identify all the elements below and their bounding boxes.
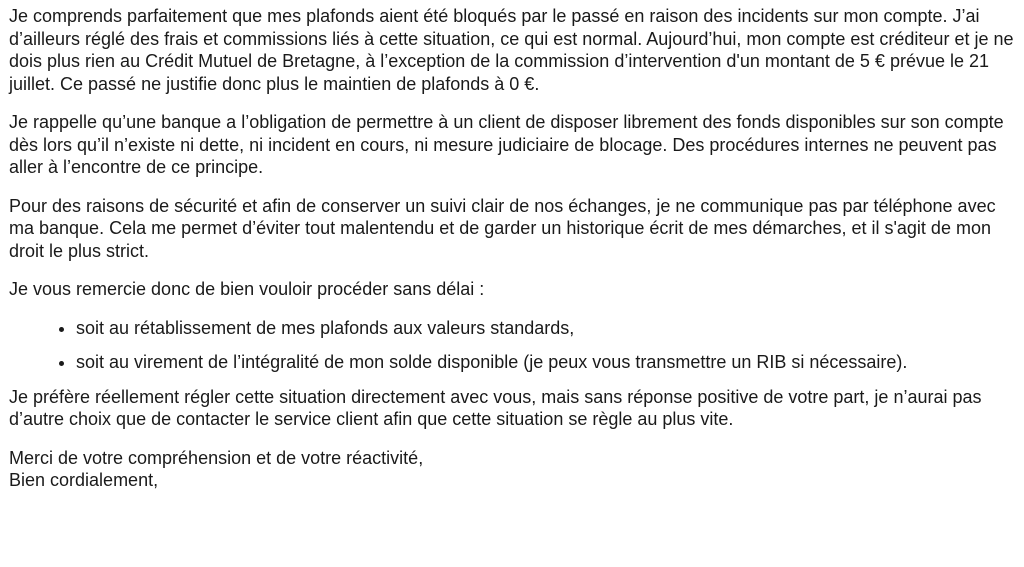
letter-body: [9, 5, 1015, 508]
paragraph-final: Je préfère réellement régler cette situation directement avec vous, mais sans réponse positive de votre part, je n’aurai pas d’autre choix que de contacter le service client afin que cette situation se règle au plus vite.: [9, 386, 982, 429]
paragraph-incidents: Je comprends parfaitement que mes plafonds aient été bloqués par le passé en raison des incidents sur mon compte. J’ai d’ailleurs réglé des frais et commissions liés à cette situation, ce qui est normal. Aujourd’hui, mon compte est créditeur et je ne dois plus rien au Crédit Mutuel de Bretagne, à l’exception de la commission d’intervention d'un montant de 5 € prévue le 21 juillet. Ce passé ne justifie donc plus le maintien de plafonds à 0 €.: [9, 6, 1014, 94]
list-item-restore-limits: • soit au rétablissement de mes plafonds aux valeurs standards,: [76, 317, 1015, 340]
paragraph-no-phone: Pour des raisons de sécurité et afin de conserver un suivi clair de nos échanges, je ne communique pas par téléphone avec ma banque. Cela me permet d’éviter tout malentendu et de garder un historique écrit de mes démarches, et il s'agit de mon droit le plus strict.: [9, 195, 996, 261]
closing: [9, 447, 1015, 492]
closing-regards: Bien cordialement,: [9, 470, 159, 490]
paragraph-bank-obligation: Je rappelle qu’une banque a l’obligation de permettre à un client de disposer librement des fonds disponibles sur son compte dès lors qu’il n’existe ni dette, ni incident en cours, ni mesure judiciaire de blocage. Des procédures internes ne peuvent pas aller à l’encontre de ce principe.: [9, 112, 1004, 177]
list-item-transfer-balance: • soit au virement de l’intégralité de mon solde disponible (je peux vous transmettre un RIB si nécessaire).: [76, 351, 1015, 374]
paragraph-request: Je vous remercie donc de bien vouloir procéder sans délai :: [9, 279, 485, 299]
request-options-list: [9, 317, 1015, 374]
closing-thanks: Merci de votre compréhension et de votre réactivité,: [9, 447, 424, 468]
